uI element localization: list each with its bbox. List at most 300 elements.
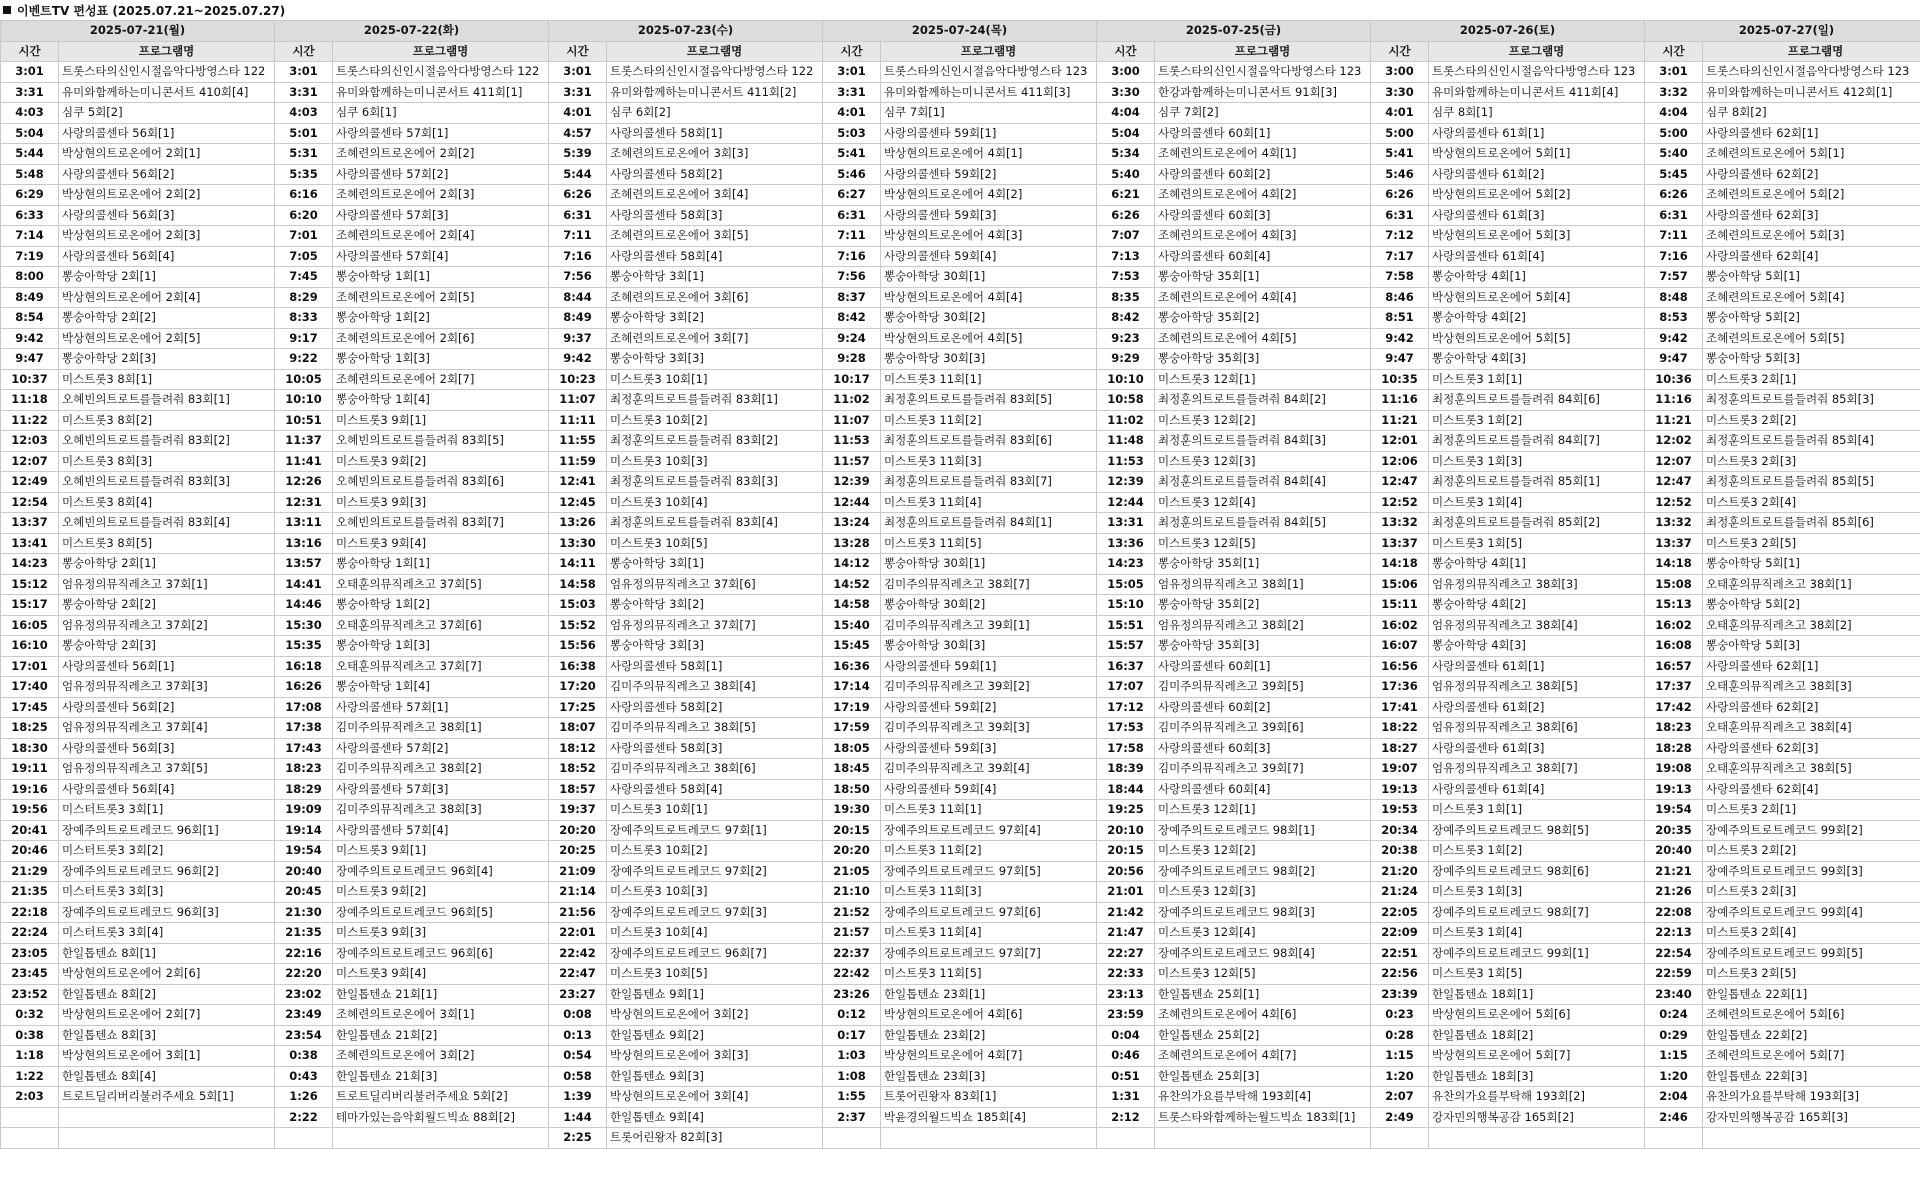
time-cell: 13:32 (1645, 513, 1703, 534)
time-cell: 22:59 (1645, 964, 1703, 985)
program-cell: 미스트롯3 11회[5] (881, 964, 1097, 985)
time-cell: 22:08 (1645, 902, 1703, 923)
time-cell: 18:07 (549, 718, 607, 739)
program-cell: 사랑의콜센타 57회[4] (333, 820, 549, 841)
time-cell: 18:29 (275, 779, 333, 800)
program-cell: 사랑의콜센타 56회[1] (59, 656, 275, 677)
program-cell: 미스트롯3 9회[3] (333, 492, 549, 513)
program-cell: 사랑의콜센타 56회[3] (59, 738, 275, 759)
date-header: 2025-07-23(수) (549, 21, 823, 42)
time-cell: 20:20 (549, 820, 607, 841)
table-row (1, 882, 1920, 903)
time-cell: 8:42 (823, 308, 881, 329)
program-cell: 뽕숭아학당 4회[3] (1429, 349, 1645, 370)
program-cell: 뽕숭아학당 2회[2] (59, 595, 275, 616)
program-cell: 박상현의트로온에어 2회[1] (59, 144, 275, 165)
program-cell: 장예주의트로트레코드 99회[5] (1703, 943, 1920, 964)
program-cell: 장예주의트로트레코드 98회[2] (1155, 861, 1371, 882)
program-cell: 뽕숭아학당 5회[1] (1703, 267, 1920, 288)
program-cell: 뽕숭아학당 2회[1] (59, 267, 275, 288)
program-cell: 오태훈의뮤직레츠고 38회[3] (1703, 677, 1920, 698)
program-cell: 김미주의뮤직레츠고 38회[6] (607, 759, 823, 780)
time-cell: 20:15 (1097, 841, 1155, 862)
time-cell: 1:20 (1645, 1066, 1703, 1087)
time-cell: 5:44 (1, 144, 59, 165)
program-cell: 사랑의콜센타 60회[1] (1155, 123, 1371, 144)
program-cell: 박상현의트로온에어 4회[6] (881, 1005, 1097, 1026)
time-cell: 8:54 (1, 308, 59, 329)
program-cell: 조혜련의트로온에어 3회[6] (607, 287, 823, 308)
table-row (1, 82, 1920, 103)
time-cell: 0:24 (1645, 1005, 1703, 1026)
program-cell: 최정훈의트로트를들려줘 84회[2] (1155, 390, 1371, 411)
program-cell: 사랑의콜센타 60회[2] (1155, 164, 1371, 185)
time-cell: 2:07 (1371, 1087, 1429, 1108)
program-cell: 최정훈의트로트를들려줘 83회[3] (607, 472, 823, 493)
time-cell: 7:16 (1645, 246, 1703, 267)
time-cell: 22:42 (823, 964, 881, 985)
program-cell: 뽕숭아학당 3회[2] (607, 595, 823, 616)
program-cell: 미스트롯3 2회[4] (1703, 923, 1920, 944)
time-cell: 11:57 (823, 451, 881, 472)
time-cell: 17:20 (549, 677, 607, 698)
time-cell: 19:54 (275, 841, 333, 862)
time-cell: 14:58 (823, 595, 881, 616)
time-cell: 8:44 (549, 287, 607, 308)
program-cell: 미스트롯3 1회[5] (1429, 964, 1645, 985)
program-cell: 심쿠 5회[2] (59, 103, 275, 124)
program-cell: 조혜련의트로온에어 4회[4] (1155, 287, 1371, 308)
time-cell: 5:39 (549, 144, 607, 165)
program-cell: 최정훈의트로트를들려줘 85회[6] (1703, 513, 1920, 534)
program-cell: 오태훈의뮤직레츠고 38회[4] (1703, 718, 1920, 739)
program-cell: 미스트롯3 1회[3] (1429, 451, 1645, 472)
table-row (1, 431, 1920, 452)
time-cell: 13:28 (823, 533, 881, 554)
time-cell: 20:35 (1645, 820, 1703, 841)
program-cell: 한일톱텐쇼 8회[4] (59, 1066, 275, 1087)
program-cell: 뽕숭아학당 1회[1] (333, 554, 549, 575)
time-cell: 5:01 (275, 123, 333, 144)
table-row (1, 144, 1920, 165)
program-cell: 박상현의트로온에어 4회[5] (881, 328, 1097, 349)
program-cell: 미스트롯3 11회[4] (881, 492, 1097, 513)
program-cell: 뽕숭아학당 2회[2] (59, 308, 275, 329)
program-cell: 장예주의트로트레코드 99회[3] (1703, 861, 1920, 882)
time-cell: 13:11 (275, 513, 333, 534)
program-cell: 장예주의트로트레코드 97회[2] (607, 861, 823, 882)
time-cell: 1:15 (1645, 1046, 1703, 1067)
program-column-header: 프로그램명 (59, 41, 275, 62)
time-cell: 1:22 (1, 1066, 59, 1087)
time-cell: 16:10 (1, 636, 59, 657)
time-cell: 5:03 (823, 123, 881, 144)
table-row (1, 164, 1920, 185)
time-cell: 17:41 (1371, 697, 1429, 718)
table-row (1, 738, 1920, 759)
program-cell: 미스트롯3 11회[1] (881, 800, 1097, 821)
time-cell: 18:23 (1645, 718, 1703, 739)
time-cell: 5:48 (1, 164, 59, 185)
time-cell: 11:02 (1097, 410, 1155, 431)
program-cell: 김미주의뮤직레츠고 38회[1] (333, 718, 549, 739)
program-cell: 조혜련의트로온에어 4회[5] (1155, 328, 1371, 349)
time-cell: 0:51 (1097, 1066, 1155, 1087)
program-cell: 한일톱텐쇼 23회[1] (881, 984, 1097, 1005)
program-cell: 미스트롯3 2회[5] (1703, 533, 1920, 554)
table-row (1, 123, 1920, 144)
program-cell: 조혜련의트로온에어 5회[4] (1703, 287, 1920, 308)
time-cell: 19:13 (1371, 779, 1429, 800)
time-cell: 2:03 (1, 1087, 59, 1108)
time-cell: 11:48 (1097, 431, 1155, 452)
time-column-header: 시간 (1645, 41, 1703, 62)
time-cell: 0:38 (1, 1025, 59, 1046)
time-cell: 20:56 (1097, 861, 1155, 882)
time-cell: 3:01 (275, 62, 333, 83)
program-cell: 엄유정의뮤직레츠고 38회[1] (1155, 574, 1371, 595)
table-row (1, 861, 1920, 882)
program-cell: 최정훈의트로트를들려줘 85회[4] (1703, 431, 1920, 452)
time-cell: 18:05 (823, 738, 881, 759)
time-cell: 16:37 (1097, 656, 1155, 677)
program-cell: 장예주의트로트레코드 96회[6] (333, 943, 549, 964)
time-cell: 10:23 (549, 369, 607, 390)
program-cell: 미스터트롯3 3회[2] (59, 841, 275, 862)
time-cell: 22:47 (549, 964, 607, 985)
time-cell: 4:01 (823, 103, 881, 124)
program-cell: 미스트롯3 12회[1] (1155, 369, 1371, 390)
program-cell: 사랑의콜센타 61회[4] (1429, 779, 1645, 800)
program-cell: 심쿠 7회[1] (881, 103, 1097, 124)
program-cell: 사랑의콜센타 59회[2] (881, 164, 1097, 185)
program-cell: 미스트롯3 12회[2] (1155, 410, 1371, 431)
program-cell: 장예주의트로트레코드 99회[4] (1703, 902, 1920, 923)
time-cell: 18:23 (275, 759, 333, 780)
time-cell: 3:31 (275, 82, 333, 103)
time-cell: 17:40 (1, 677, 59, 698)
table-row (1, 410, 1920, 431)
program-cell: 박상현의트로온에어 5회[7] (1429, 1046, 1645, 1067)
program-cell: 뽕숭아학당 3회[3] (607, 349, 823, 370)
time-cell: 17:59 (823, 718, 881, 739)
time-cell: 11:59 (549, 451, 607, 472)
program-cell: 한일톱텐쇼 18회[2] (1429, 1025, 1645, 1046)
time-cell: 5:46 (1371, 164, 1429, 185)
program-cell: 최정훈의트로트를들려줘 83회[6] (881, 431, 1097, 452)
table-row (1, 656, 1920, 677)
time-cell: 11:21 (1645, 410, 1703, 431)
time-cell: 3:30 (1371, 82, 1429, 103)
program-column-header: 프로그램명 (1429, 41, 1645, 62)
program-cell: 최정훈의트로트를들려줘 85회[1] (1429, 472, 1645, 493)
time-cell: 15:12 (1, 574, 59, 595)
time-cell: 9:22 (275, 349, 333, 370)
time-cell: 10:35 (1371, 369, 1429, 390)
program-cell: 한일톱텐쇼 22회[2] (1703, 1025, 1920, 1046)
program-cell: 미스트롯3 11회[4] (881, 923, 1097, 944)
time-cell: 14:46 (275, 595, 333, 616)
program-cell: 조혜련의트로온에어 3회[4] (607, 185, 823, 206)
program-cell: 미스트롯3 9회[1] (333, 841, 549, 862)
time-cell: 8:51 (1371, 308, 1429, 329)
time-cell: 6:29 (1, 185, 59, 206)
program-cell: 한일톱텐쇼 8회[1] (59, 943, 275, 964)
time-cell: 0:13 (549, 1025, 607, 1046)
time-cell: 20:46 (1, 841, 59, 862)
time-cell: 15:10 (1097, 595, 1155, 616)
time-cell: 10:36 (1645, 369, 1703, 390)
time-cell: 3:00 (1371, 62, 1429, 83)
time-cell: 7:14 (1, 226, 59, 247)
time-cell: 18:50 (823, 779, 881, 800)
table-row (1, 677, 1920, 698)
time-cell: 17:14 (823, 677, 881, 698)
program-cell: 뽕숭아학당 30회[3] (881, 349, 1097, 370)
program-cell: 장예주의트로트레코드 96회[3] (59, 902, 275, 923)
time-cell: 9:47 (1645, 349, 1703, 370)
page-title (3, 3, 285, 19)
time-cell: 14:18 (1645, 554, 1703, 575)
time-cell: 11:07 (823, 410, 881, 431)
program-cell: 뽕숭아학당 1회[2] (333, 595, 549, 616)
time-cell: 7:19 (1, 246, 59, 267)
program-cell: 미스트롯3 2회[2] (1703, 410, 1920, 431)
program-cell: 사랑의콜센타 59회[4] (881, 779, 1097, 800)
program-cell: 뽕숭아학당 3회[2] (607, 308, 823, 329)
program-cell: 박상현의트로온에어 5회[1] (1429, 144, 1645, 165)
program-cell: 뽕숭아학당 35회[3] (1155, 349, 1371, 370)
time-cell: 8:35 (1097, 287, 1155, 308)
time-column-header: 시간 (549, 41, 607, 62)
program-cell: 조혜련의트로온에어 4회[3] (1155, 226, 1371, 247)
program-cell: 최정훈의트로트를들려줘 83회[7] (881, 472, 1097, 493)
program-cell: 엄유정의뮤직레츠고 37회[6] (607, 574, 823, 595)
program-cell: 박상현의트로온에어 2회[7] (59, 1005, 275, 1026)
table-row (1, 390, 1920, 411)
program-cell: 한일톱텐쇼 8회[2] (59, 984, 275, 1005)
program-cell: 사랑의콜센타 62회[2] (1703, 697, 1920, 718)
time-cell: 0:28 (1371, 1025, 1429, 1046)
program-cell: 김미주의뮤직레츠고 38회[5] (607, 718, 823, 739)
program-cell: 사랑의콜센타 58회[3] (607, 205, 823, 226)
program-cell: 미스트롯3 1회[3] (1429, 882, 1645, 903)
program-cell: 박상현의트로온에어 2회[4] (59, 287, 275, 308)
program-cell: 미스트롯3 10회[3] (607, 451, 823, 472)
square-bullet-icon (3, 6, 11, 14)
time-cell: 17:38 (275, 718, 333, 739)
program-cell: 트로트딜리버리불러주세요 5회[2] (333, 1087, 549, 1108)
table-row (1, 267, 1920, 288)
program-cell: 유미와함께하는미니콘서트 411회[3] (881, 82, 1097, 103)
program-cell: 트롯스타의신인시절음악다방영스타 123 (1429, 62, 1645, 83)
time-cell: 19:07 (1371, 759, 1429, 780)
time-cell: 22:24 (1, 923, 59, 944)
time-cell (1, 1128, 59, 1149)
time-cell: 14:23 (1, 554, 59, 575)
schedule-table (0, 20, 1920, 1149)
time-cell: 5:45 (1645, 164, 1703, 185)
table-row (1, 246, 1920, 267)
time-cell: 6:27 (823, 185, 881, 206)
program-cell: 미스트롯3 11회[3] (881, 882, 1097, 903)
program-cell: 테마가있는음악회월드빅쇼 88회[2] (333, 1107, 549, 1128)
program-cell: 사랑의콜센타 56회[3] (59, 205, 275, 226)
program-cell: 심쿠 8회[2] (1703, 103, 1920, 124)
time-cell: 9:37 (549, 328, 607, 349)
program-cell: 오혜빈의트로트를들려줘 83회[5] (333, 431, 549, 452)
time-cell: 16:08 (1645, 636, 1703, 657)
program-cell: 사랑의콜센타 60회[1] (1155, 656, 1371, 677)
table-row (1, 451, 1920, 472)
program-cell: 미스트롯3 9회[4] (333, 533, 549, 554)
table-row (1, 513, 1920, 534)
program-cell: 조혜련의트로온에어 4회[2] (1155, 185, 1371, 206)
time-cell: 22:01 (549, 923, 607, 944)
time-cell: 5:31 (275, 144, 333, 165)
time-cell: 6:31 (549, 205, 607, 226)
time-cell: 11:41 (275, 451, 333, 472)
time-cell: 8:48 (1645, 287, 1703, 308)
table-row (1, 964, 1920, 985)
time-cell: 22:56 (1371, 964, 1429, 985)
program-cell: 뽕숭아학당 4회[2] (1429, 308, 1645, 329)
time-cell: 5:41 (823, 144, 881, 165)
program-cell: 박상현의트로온에어 5회[5] (1429, 328, 1645, 349)
program-cell: 박상현의트로온에어 5회[4] (1429, 287, 1645, 308)
program-cell: 장예주의트로트레코드 96회[7] (607, 943, 823, 964)
program-cell: 뽕숭아학당 35회[3] (1155, 636, 1371, 657)
program-cell: 사랑의콜센타 58회[1] (607, 123, 823, 144)
time-cell: 12:07 (1645, 451, 1703, 472)
program-cell: 사랑의콜센타 61회[1] (1429, 123, 1645, 144)
time-cell: 11:55 (549, 431, 607, 452)
time-cell: 13:24 (823, 513, 881, 534)
time-cell: 18:30 (1, 738, 59, 759)
time-cell: 15:51 (1097, 615, 1155, 636)
program-cell: 유미와함께하는미니콘서트 411회[1] (333, 82, 549, 103)
table-row (1, 533, 1920, 554)
program-cell: 미스트롯3 10회[5] (607, 964, 823, 985)
program-cell: 김미주의뮤직레츠고 39회[3] (881, 718, 1097, 739)
time-cell: 0:38 (275, 1046, 333, 1067)
program-cell: 사랑의콜센타 61회[2] (1429, 164, 1645, 185)
time-cell: 0:54 (549, 1046, 607, 1067)
time-cell: 1:26 (275, 1087, 333, 1108)
time-cell: 12:41 (549, 472, 607, 493)
program-cell: 사랑의콜센타 59회[4] (881, 246, 1097, 267)
time-cell: 13:57 (275, 554, 333, 575)
program-cell: 박상현의트로온에어 4회[2] (881, 185, 1097, 206)
program-cell: 사랑의콜센타 58회[2] (607, 697, 823, 718)
program-cell: 미스트롯3 10회[3] (607, 882, 823, 903)
program-cell: 트롯스타의신인시절음악다방영스타 123 (1155, 62, 1371, 83)
table-row (1, 574, 1920, 595)
table-row (1, 1128, 1920, 1149)
time-cell: 23:26 (823, 984, 881, 1005)
time-cell: 6:26 (1097, 205, 1155, 226)
program-cell: 미스트롯3 2회[1] (1703, 800, 1920, 821)
time-cell: 23:52 (1, 984, 59, 1005)
time-cell: 8:42 (1097, 308, 1155, 329)
time-cell: 3:31 (549, 82, 607, 103)
date-header: 2025-07-26(토) (1371, 21, 1645, 42)
time-cell: 11:37 (275, 431, 333, 452)
time-cell: 20:10 (1097, 820, 1155, 841)
time-cell: 17:45 (1, 697, 59, 718)
time-cell: 8:33 (275, 308, 333, 329)
program-cell: 사랑의콜센타 61회[3] (1429, 738, 1645, 759)
program-cell: 사랑의콜센타 58회[1] (607, 656, 823, 677)
time-cell: 22:33 (1097, 964, 1155, 985)
time-cell: 6:21 (1097, 185, 1155, 206)
time-cell: 23:54 (275, 1025, 333, 1046)
program-cell: 사랑의콜센타 57회[3] (333, 779, 549, 800)
time-cell: 9:29 (1097, 349, 1155, 370)
time-cell: 1:20 (1371, 1066, 1429, 1087)
program-cell: 장예주의트로트레코드 97회[6] (881, 902, 1097, 923)
program-cell: 박상현의트로온에어 3회[1] (59, 1046, 275, 1067)
program-cell: 사랑의콜센타 56회[1] (59, 123, 275, 144)
program-cell: 뽕숭아학당 5회[2] (1703, 595, 1920, 616)
time-cell: 21:42 (1097, 902, 1155, 923)
time-cell: 13:31 (1097, 513, 1155, 534)
program-cell: 미스트롯3 1회[2] (1429, 841, 1645, 862)
program-cell (333, 1128, 549, 1149)
time-cell: 0:12 (823, 1005, 881, 1026)
time-cell: 14:58 (549, 574, 607, 595)
program-cell: 조혜련의트로온에어 2회[7] (333, 369, 549, 390)
time-cell (275, 1128, 333, 1149)
program-cell: 한일톱텐쇼 25회[2] (1155, 1025, 1371, 1046)
time-cell: 1:15 (1371, 1046, 1429, 1067)
program-cell: 사랑의콜센타 58회[4] (607, 246, 823, 267)
time-cell: 15:45 (823, 636, 881, 657)
time-cell: 3:01 (1, 62, 59, 83)
time-cell: 12:07 (1, 451, 59, 472)
program-cell: 미스트롯3 9회[3] (333, 923, 549, 944)
program-cell: 조혜련의트로온에어 4회[7] (1155, 1046, 1371, 1067)
time-cell: 5:00 (1645, 123, 1703, 144)
program-cell: 한일톱텐쇼 23회[3] (881, 1066, 1097, 1087)
program-cell: 미스트롯3 8회[4] (59, 492, 275, 513)
program-cell: 조혜련의트로온에어 2회[3] (333, 185, 549, 206)
program-column-header: 프로그램명 (881, 41, 1097, 62)
date-header: 2025-07-21(월) (1, 21, 275, 42)
time-cell: 14:11 (549, 554, 607, 575)
program-cell: 한일톱텐쇼 9회[1] (607, 984, 823, 1005)
program-cell: 사랑의콜센타 60회[4] (1155, 779, 1371, 800)
program-cell: 사랑의콜센타 61회[1] (1429, 656, 1645, 677)
program-cell: 미스트롯3 10회[1] (607, 369, 823, 390)
time-cell: 21:30 (275, 902, 333, 923)
program-cell: 미스트롯3 2회[1] (1703, 369, 1920, 390)
program-cell: 한일톱텐쇼 18회[1] (1429, 984, 1645, 1005)
program-cell: 사랑의콜센타 62회[3] (1703, 738, 1920, 759)
program-cell: 미스트롯3 1회[2] (1429, 410, 1645, 431)
time-cell: 18:52 (549, 759, 607, 780)
time-cell: 5:35 (275, 164, 333, 185)
program-cell: 오혜빈의트로트를들려줘 83회[7] (333, 513, 549, 534)
time-cell: 5:04 (1, 123, 59, 144)
time-cell: 5:46 (823, 164, 881, 185)
program-cell: 미스트롯3 11회[3] (881, 451, 1097, 472)
time-cell: 9:17 (275, 328, 333, 349)
program-cell: 박상현의트로온에어 4회[1] (881, 144, 1097, 165)
time-cell: 21:57 (823, 923, 881, 944)
program-cell: 강자민의행복공감 165회[2] (1429, 1107, 1645, 1128)
time-cell: 21:09 (549, 861, 607, 882)
